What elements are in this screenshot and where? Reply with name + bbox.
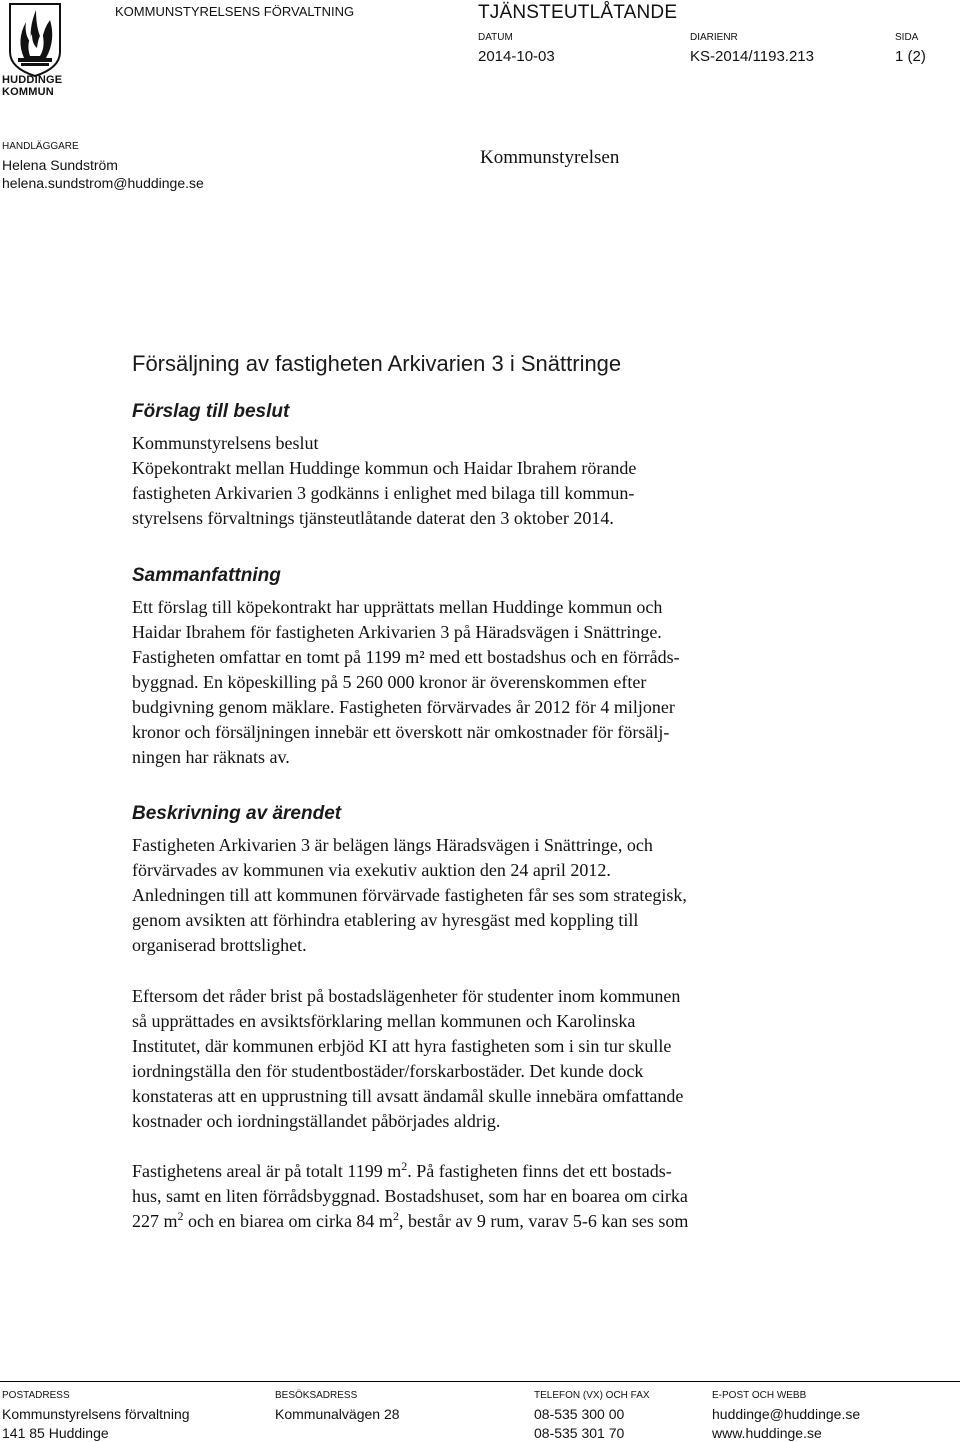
footer-telefon-line1: 08-535 300 00: [534, 1406, 625, 1422]
description-line: förvärvades av kommunen via exekutiv auktion den 24 april 2012.: [132, 860, 611, 880]
footer-divider: [0, 1381, 960, 1382]
diarienr-value: KS-2014/1193.213: [690, 48, 814, 65]
proposal-line: fastigheten Arkivarien 3 godkänns i enlighet med bilaga till kommun-: [132, 483, 635, 503]
sida-value: 1 (2): [895, 48, 926, 65]
text-segment: , består av 9 rum, varav 5-6 kan ses som: [398, 1211, 689, 1231]
superscript: 2: [392, 1209, 399, 1223]
proposal-line: styrelsens förvaltnings tjänsteutlåtande daterat den 3 oktober 2014.: [132, 508, 614, 528]
datum-label: DATUM: [478, 32, 513, 43]
footer-fax-line2: 08-535 301 70: [534, 1425, 625, 1441]
summary-text: [132, 595, 832, 770]
datum-value: 2014-10-03: [478, 48, 555, 65]
footer-telefon-label: TELEFON (VX) OCH FAX: [534, 1390, 650, 1401]
text-segment: 227 m: [132, 1211, 178, 1231]
text-segment: och en biarea om cirka 84 m: [183, 1211, 393, 1231]
description-line: konstateras att en upprustning till avsatt ändamål skulle innebära omfattande: [132, 1086, 684, 1106]
summary-line: Fastigheten omfattar en tomt på 1199 m² med ett bostadshus och en förråds-: [132, 647, 680, 667]
description-paragraph-2: [132, 984, 832, 1134]
organization-name: KOMMUNSTYRELSENS FÖRVALTNING: [115, 4, 355, 19]
description-line: hus, samt en liten förrådsbyggnad. Bostadshuset, som har en boarea om cirka: [132, 1186, 688, 1206]
logo-text-line2: KOMMUN: [2, 86, 54, 98]
document-title: Försäljning av fastigheten Arkivarien 3 i Snättringe: [132, 351, 622, 376]
proposal-heading: Förslag till beslut: [132, 401, 290, 422]
sida-label: SIDA: [895, 32, 919, 43]
footer-website[interactable]: www.huddinge.se: [712, 1425, 822, 1441]
description-line: Fastigheten Arkivarien 3 är belägen längs Häradsvägen i Snättringe, och: [132, 835, 653, 855]
document-type: TJÄNSTEUTLÅTANDE: [478, 2, 678, 23]
text-segment: . På fastigheten finns det ett bostads-: [407, 1161, 672, 1181]
proposal-text: [132, 431, 832, 531]
handlaggare-email[interactable]: helena.sundstrom@huddinge.se: [2, 175, 204, 191]
summary-line: kronor och försäljningen innebär ett överskott när omkostnader för försälj-: [132, 722, 670, 742]
footer-besoksadress-label: BESÖKSADRESS: [275, 1390, 358, 1401]
description-line: [132, 1159, 832, 1184]
text-segment: Fastighetens areal är på totalt 1199 m: [132, 1161, 402, 1181]
proposal-line: Kommunstyrelsens beslut: [132, 433, 319, 453]
superscript: 2: [177, 1209, 184, 1223]
summary-line: Ett förslag till köpekontrakt har upprättats mellan Huddinge kommun och: [132, 597, 663, 617]
description-paragraph-1: [132, 833, 832, 958]
handlaggare-name: Helena Sundström: [2, 157, 118, 173]
description-heading: Beskrivning av ärendet: [132, 803, 342, 824]
description-line: kostnader och iordningställandet påbörjades aldrig.: [132, 1111, 501, 1131]
footer-epost-label: E-POST OCH WEBB: [712, 1390, 807, 1401]
description-line: så upprättades en avsiktsförklaring mellan kommunen och Karolinska: [132, 1011, 636, 1031]
handlaggare-label: HANDLÄGGARE: [2, 141, 79, 152]
summary-line: byggnad. En köpeskilling på 5 260 000 kronor är överenskommen efter: [132, 672, 647, 692]
footer-besoksadress-line1: Kommunalvägen 28: [275, 1406, 400, 1422]
description-line: [132, 1209, 832, 1234]
description-line: Anledningen till att kommunen förvärvade fastigheten får ses som strategisk,: [132, 885, 687, 905]
footer-postadress-label: POSTADRESS: [2, 1390, 70, 1401]
summary-heading: Sammanfattning: [132, 565, 281, 586]
description-line: organiserad brottslighet.: [132, 935, 307, 955]
summary-line: Haidar Ibrahem för fastigheten Arkivarien 3 på Häradsvägen i Snättringe.: [132, 622, 662, 642]
description-paragraph-3: [132, 1159, 832, 1234]
description-line: iordningställa den för studentbostäder/forskarbostäder. Det kunde dock: [132, 1061, 644, 1081]
footer-postadress-line1: Kommunstyrelsens förvaltning: [2, 1406, 190, 1422]
description-line: Eftersom det råder brist på bostadslägenheter för studenter inom kommunen: [132, 986, 681, 1006]
logo-text: [2, 74, 62, 98]
recipient: Kommunstyrelsen: [480, 147, 620, 168]
description-line: genom avsikten att förhindra etablering av hyresgäst med koppling till: [132, 910, 639, 930]
logo-text-line1: HUDDINGE: [2, 74, 63, 86]
huddinge-kommun-logo: [2, 0, 68, 100]
summary-line: budgivning genom mäklare. Fastigheten förvärvades år 2012 för 4 miljoner: [132, 697, 675, 717]
footer-email[interactable]: huddinge@huddinge.se: [712, 1406, 861, 1422]
proposal-line: Köpekontrakt mellan Huddinge kommun och Haidar Ibrahem rörande: [132, 458, 637, 478]
summary-line: ningen har räknats av.: [132, 747, 290, 767]
footer-postadress-line2: 141 85 Huddinge: [2, 1425, 109, 1441]
diarienr-label: DIARIENR: [690, 32, 738, 43]
description-line: Institutet, där kommunen erbjöd KI att hyra fastigheten som i sin tur skulle: [132, 1036, 672, 1056]
superscript: 2: [401, 1159, 408, 1173]
